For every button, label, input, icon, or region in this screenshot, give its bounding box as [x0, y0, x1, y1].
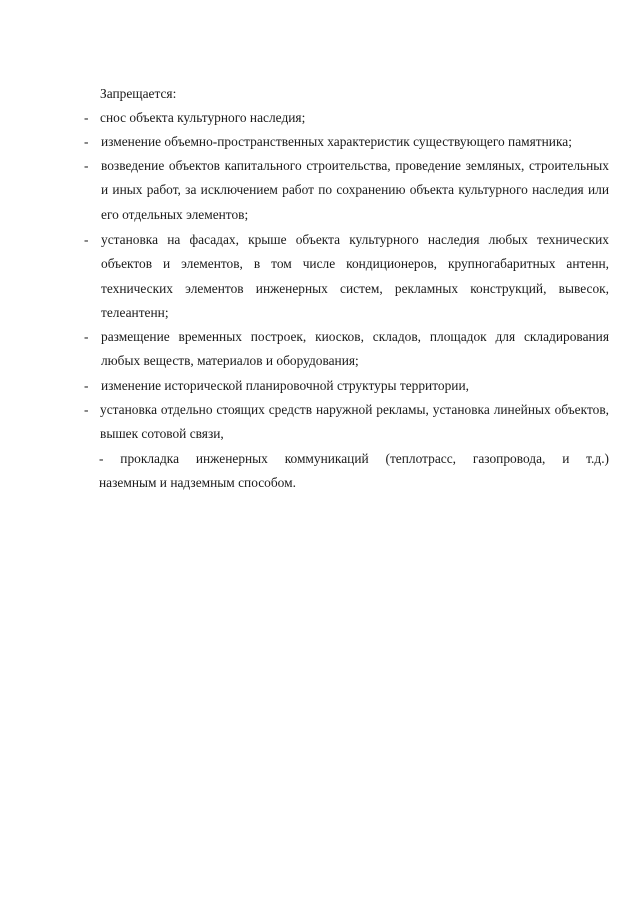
list-item-cables [99, 447, 609, 496]
list-item [84, 154, 609, 227]
list-item-text: возведение объектов капитального строительства, проведение земляных, строительных и иных работ, за исключением работ по сохранению объекта культурного наследия или его отдельных элементов; [101, 158, 609, 222]
list-item [84, 374, 609, 398]
list-item [84, 325, 609, 374]
list-item-text: изменение исторической планировочной структуры территории, [101, 378, 469, 393]
list-dash: - [84, 134, 89, 149]
list-item-text: изменение объемно-пространственных характеристик существующего памятника; [101, 134, 572, 149]
list-dash: - [84, 158, 89, 173]
document-heading: Запрещается: [100, 86, 177, 101]
list-item [84, 228, 609, 326]
list-dash: - [84, 402, 89, 417]
list-dash: - [84, 329, 89, 344]
list-item-text: установка отдельно стоящих средств наружной рекламы, установка линейных объектов, вышек сотовой связи, [100, 402, 609, 442]
list-item-text: размещение временных построек, киосков, складов, площадок для складирования любых веществ, материалов и оборудования; [101, 329, 609, 369]
list-item [84, 398, 609, 447]
list-dash: - [84, 378, 89, 393]
list-item-text: снос объекта культурного наследия; [100, 110, 306, 125]
list-item [84, 106, 609, 130]
list-item [84, 130, 609, 154]
list-item-text-line1: - прокладка инженерных коммуникаций (теплотрасс, газопровода, и т.д.) [99, 451, 609, 466]
list-dash: - [84, 110, 89, 125]
list-item-text: установка на фасадах, крыше объекта культурного наследия любых технических объектов и элементов, в том числе кондиционеров, крупногабаритных антенн, технических элементов инженерных систем, рекламных конструкций, вывесок, телеантенн; [101, 232, 609, 321]
list-item-text-line2: наземным и надземным способом. [99, 475, 296, 491]
list-dash: - [84, 232, 89, 247]
